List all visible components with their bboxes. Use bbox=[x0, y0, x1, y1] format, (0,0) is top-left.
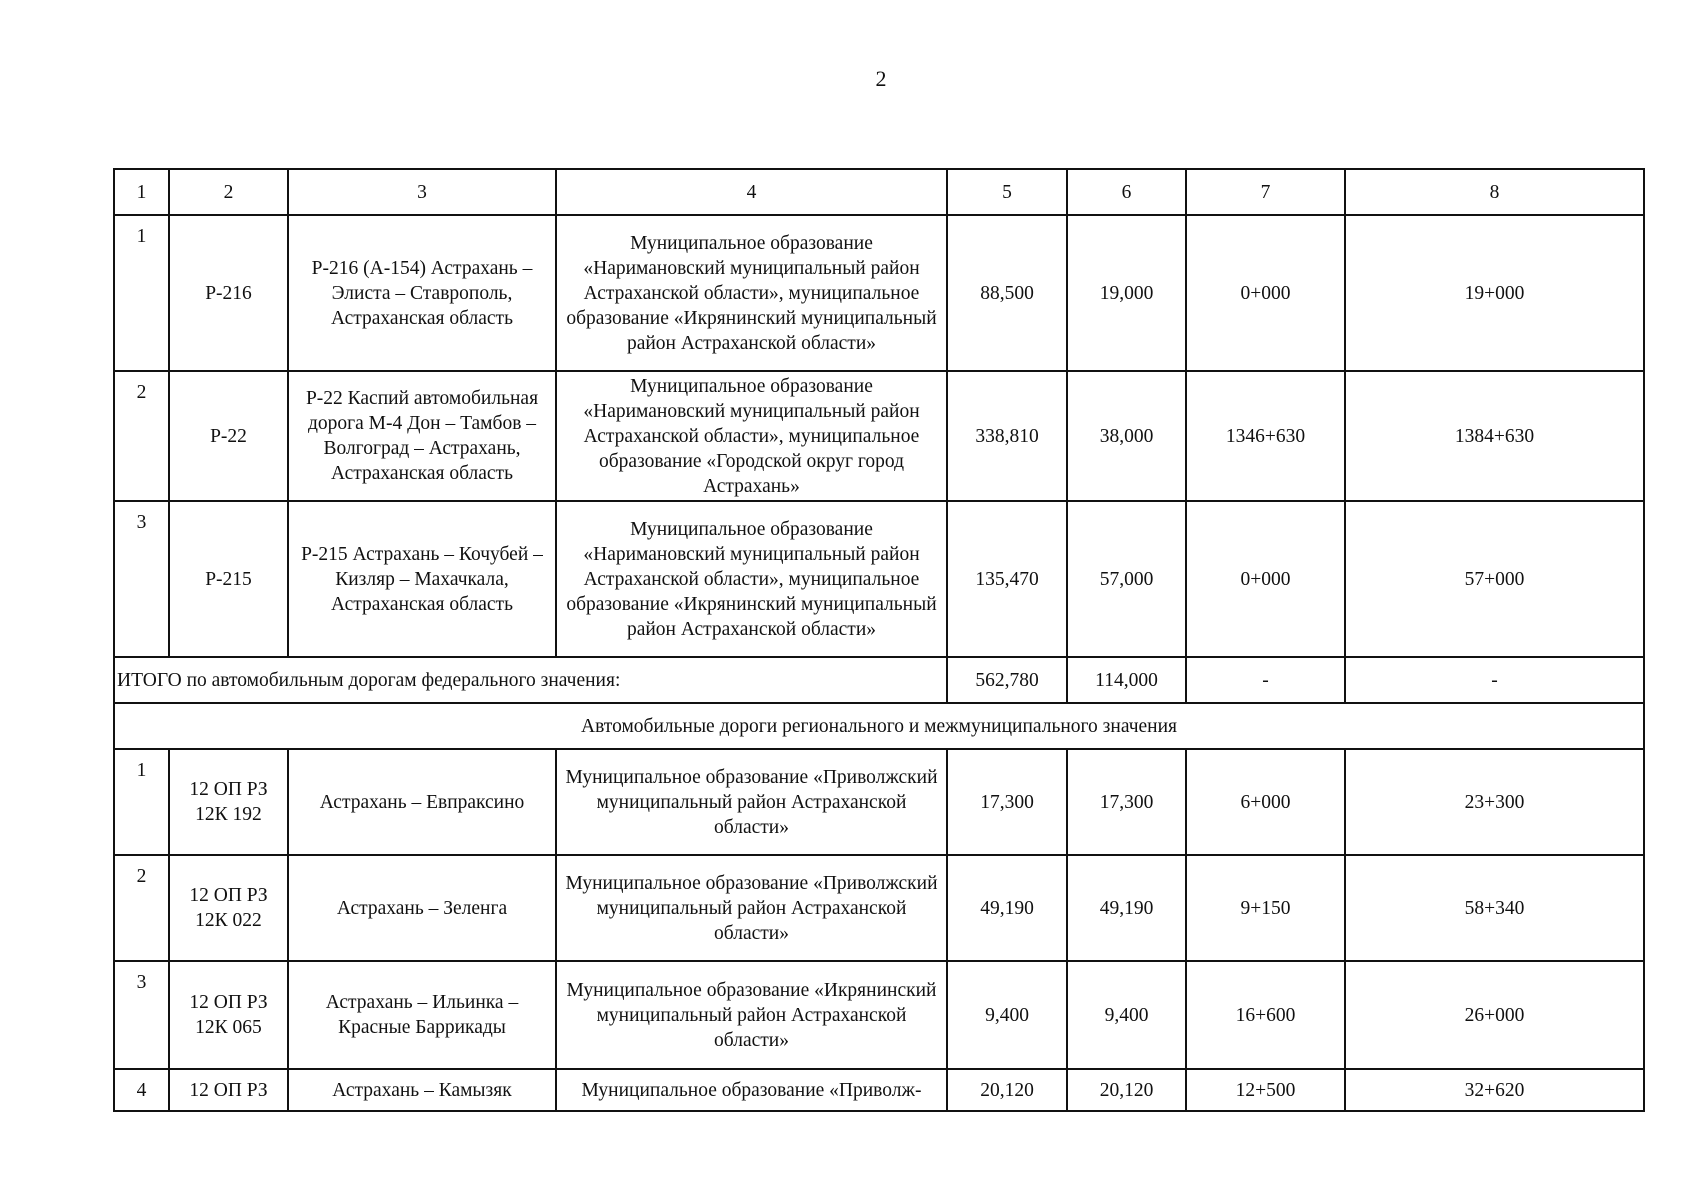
col-5-value: 49,190 bbox=[947, 855, 1067, 961]
table-row bbox=[114, 215, 1644, 371]
col-5-value: 88,500 bbox=[947, 215, 1067, 371]
municipality: Муниципальное образование «Икрянинский муниципальный район Астраханской области» bbox=[556, 961, 947, 1069]
road-name: Р-22 Каспий автомобильная дорога М-4 Дон – Тамбов – Волгоград – Астрахань, Астраханская область bbox=[288, 371, 556, 501]
road-code: Р-215 bbox=[169, 501, 288, 657]
municipality: Муниципальное образование «Наримановский муниципальный район Астраханской области», муниципальное образование «Городской округ город Астрахань» bbox=[556, 371, 947, 501]
header-cell: 4 bbox=[556, 169, 947, 215]
header-cell: 3 bbox=[288, 169, 556, 215]
table-row bbox=[114, 371, 1644, 501]
road-code: 12 ОП РЗ 12К 192 bbox=[169, 749, 288, 855]
municipality: Муниципальное образование «Наримановский муниципальный район Астраханской области», муниципальное образование «Икрянинский муниципальный район Астраханской области» bbox=[556, 501, 947, 657]
row-number: 1 bbox=[114, 215, 169, 371]
road-code: 12 ОП РЗ 12К 022 bbox=[169, 855, 288, 961]
col-8-value: 58+340 bbox=[1345, 855, 1644, 961]
municipality: Муниципальное образование «Приволж- bbox=[556, 1069, 947, 1111]
municipality: Муниципальное образование «Приволжский муниципальный район Астраханской области» bbox=[556, 855, 947, 961]
col-7-value: 12+500 bbox=[1186, 1069, 1345, 1111]
col-8-value: 26+000 bbox=[1345, 961, 1644, 1069]
col-7-value: 16+600 bbox=[1186, 961, 1345, 1069]
col-8-value: 1384+630 bbox=[1345, 371, 1644, 501]
col-6-value: 49,190 bbox=[1067, 855, 1186, 961]
col-7-value: 6+000 bbox=[1186, 749, 1345, 855]
federal-total-row bbox=[114, 657, 1644, 703]
col-6-value: 19,000 bbox=[1067, 215, 1186, 371]
row-number: 3 bbox=[114, 961, 169, 1069]
road-code: Р-216 bbox=[169, 215, 288, 371]
road-name: Астрахань – Ильинка – Красные Баррикады bbox=[288, 961, 556, 1069]
road-code: 12 ОП РЗ 12К 065 bbox=[169, 961, 288, 1069]
col-6-value: 57,000 bbox=[1067, 501, 1186, 657]
header-cell: 8 bbox=[1345, 169, 1644, 215]
col-8-value: 19+000 bbox=[1345, 215, 1644, 371]
section-title: Автомобильные дороги регионального и межмуниципального значения bbox=[114, 703, 1644, 749]
col-7-value: 1346+630 bbox=[1186, 371, 1345, 501]
row-number: 4 bbox=[114, 1069, 169, 1111]
col-7-value: 9+150 bbox=[1186, 855, 1345, 961]
col-6-value: 20,120 bbox=[1067, 1069, 1186, 1111]
row-number: 3 bbox=[114, 501, 169, 657]
total-col-5: 562,780 bbox=[947, 657, 1067, 703]
table-row bbox=[114, 961, 1644, 1069]
municipality: Муниципальное образование «Приволжский муниципальный район Астраханской области» bbox=[556, 749, 947, 855]
road-name: Астрахань – Камызяк bbox=[288, 1069, 556, 1111]
col-7-value: 0+000 bbox=[1186, 215, 1345, 371]
row-number: 2 bbox=[114, 855, 169, 961]
col-8-value: 57+000 bbox=[1345, 501, 1644, 657]
table-row bbox=[114, 501, 1644, 657]
road-name: Астрахань – Зеленга bbox=[288, 855, 556, 961]
header-cell: 5 bbox=[947, 169, 1067, 215]
header-cell: 7 bbox=[1186, 169, 1345, 215]
road-code: Р-22 bbox=[169, 371, 288, 501]
col-6-value: 17,300 bbox=[1067, 749, 1186, 855]
header-cell: 6 bbox=[1067, 169, 1186, 215]
col-6-value: 38,000 bbox=[1067, 371, 1186, 501]
col-6-value: 9,400 bbox=[1067, 961, 1186, 1069]
row-number: 1 bbox=[114, 749, 169, 855]
total-label: ИТОГО по автомобильным дорогам федерального значения: bbox=[114, 657, 947, 703]
road-code: 12 ОП РЗ bbox=[169, 1069, 288, 1111]
table-row bbox=[114, 749, 1644, 855]
col-8-value: 32+620 bbox=[1345, 1069, 1644, 1111]
roads-table bbox=[113, 168, 1645, 1112]
total-col-8: - bbox=[1345, 657, 1644, 703]
table-row bbox=[114, 1069, 1644, 1111]
municipality: Муниципальное образование «Наримановский муниципальный район Астраханской области», муниципальное образование «Икрянинский муниципальный район Астраханской области» bbox=[556, 215, 947, 371]
header-cell: 2 bbox=[169, 169, 288, 215]
col-5-value: 135,470 bbox=[947, 501, 1067, 657]
col-5-value: 20,120 bbox=[947, 1069, 1067, 1111]
table-row bbox=[114, 855, 1644, 961]
col-5-value: 9,400 bbox=[947, 961, 1067, 1069]
col-5-value: 338,810 bbox=[947, 371, 1067, 501]
row-number: 2 bbox=[114, 371, 169, 501]
road-name: Р-216 (А-154) Астрахань – Элиста – Ставрополь, Астраханская область bbox=[288, 215, 556, 371]
header-cell: 1 bbox=[114, 169, 169, 215]
col-7-value: 0+000 bbox=[1186, 501, 1345, 657]
header-row bbox=[114, 169, 1644, 215]
col-8-value: 23+300 bbox=[1345, 749, 1644, 855]
road-name: Р-215 Астрахань – Кочубей – Кизляр – Махачкала, Астраханская область bbox=[288, 501, 556, 657]
section-header-row bbox=[114, 703, 1644, 749]
total-col-6: 114,000 bbox=[1067, 657, 1186, 703]
page-number: 2 bbox=[875, 66, 887, 91]
col-5-value: 17,300 bbox=[947, 749, 1067, 855]
road-name: Астрахань – Евпраксино bbox=[288, 749, 556, 855]
total-col-7: - bbox=[1186, 657, 1345, 703]
